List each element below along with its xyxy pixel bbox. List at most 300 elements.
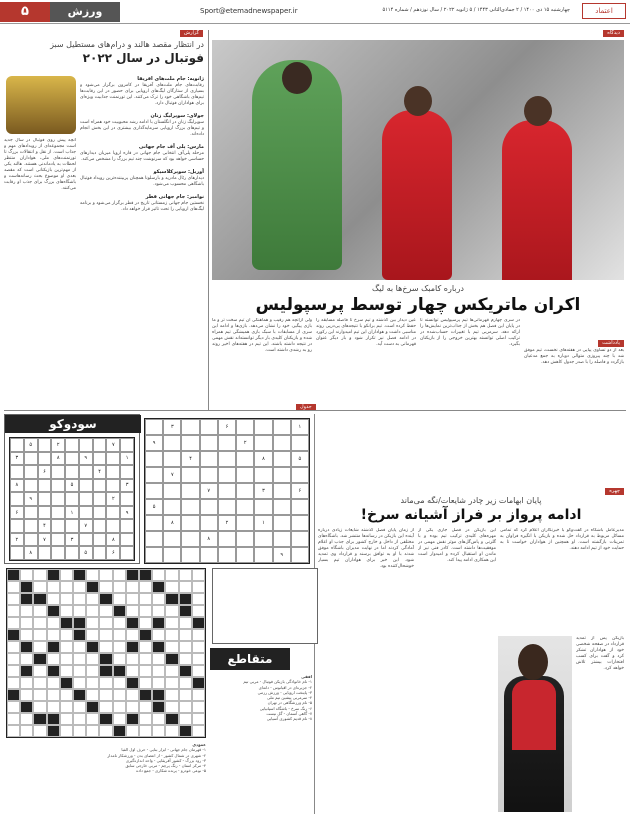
sudoku-cell[interactable]	[145, 419, 163, 435]
crossword-cell[interactable]	[179, 713, 192, 725]
crossword-cell[interactable]	[152, 653, 165, 665]
sudoku-cell[interactable]	[218, 531, 236, 547]
sudoku-cell[interactable]	[38, 506, 52, 520]
sudoku-cell[interactable]	[273, 419, 291, 435]
crossword-cell[interactable]	[60, 689, 73, 701]
crossword-cell[interactable]	[179, 641, 192, 653]
sudoku-cell[interactable]	[200, 419, 218, 435]
sudoku-cell[interactable]	[273, 467, 291, 483]
sudoku-cell[interactable]	[236, 499, 254, 515]
sudoku-cell[interactable]	[273, 435, 291, 451]
sudoku-cell[interactable]: ۴	[38, 519, 52, 533]
crossword-cell[interactable]	[126, 653, 139, 665]
crossword-cell[interactable]	[126, 689, 139, 701]
sudoku-cell[interactable]: ۶	[10, 506, 24, 520]
sudoku-cell[interactable]	[236, 467, 254, 483]
crossword-cell[interactable]	[7, 581, 20, 593]
section-email[interactable]: Sport@etemadnewspaper.ir	[200, 7, 298, 15]
crossword-cell[interactable]	[73, 677, 86, 689]
sudoku-cell[interactable]: ۱	[291, 419, 309, 435]
crossword-cell[interactable]	[192, 629, 205, 641]
crossword-cell[interactable]	[165, 569, 178, 581]
sudoku-cell[interactable]	[181, 419, 199, 435]
sudoku-cell[interactable]: ۷	[163, 467, 181, 483]
sudoku-cell[interactable]	[163, 435, 181, 451]
crossword-cell[interactable]	[33, 581, 46, 593]
crossword-cell[interactable]	[179, 689, 192, 701]
sudoku-cell[interactable]: ۳	[163, 419, 181, 435]
crossword-cell[interactable]	[179, 569, 192, 581]
sudoku-cell[interactable]: ۲	[236, 435, 254, 451]
crossword-cell[interactable]	[20, 725, 33, 737]
crossword-cell[interactable]	[139, 701, 152, 713]
crossword-cell[interactable]	[113, 629, 126, 641]
crossword-cell[interactable]	[33, 701, 46, 713]
crossword-cell[interactable]	[113, 641, 126, 653]
sudoku-cell[interactable]	[79, 479, 93, 493]
crossword-cell[interactable]	[113, 653, 126, 665]
crossword-cell[interactable]	[192, 593, 205, 605]
crossword-cell[interactable]	[152, 713, 165, 725]
sudoku-cell[interactable]	[93, 438, 107, 452]
crossword-cell[interactable]	[192, 713, 205, 725]
sudoku-cell[interactable]	[236, 419, 254, 435]
sudoku-cell[interactable]	[200, 435, 218, 451]
sudoku-cell[interactable]	[200, 547, 218, 563]
crossword-cell[interactable]	[165, 689, 178, 701]
sudoku-cell[interactable]	[93, 492, 107, 506]
crossword-cell[interactable]	[192, 665, 205, 677]
sudoku-cell[interactable]: ۵	[65, 479, 79, 493]
sudoku-cell[interactable]	[163, 483, 181, 499]
sudoku-cell[interactable]	[200, 499, 218, 515]
sudoku-cell[interactable]	[200, 515, 218, 531]
crossword-cell[interactable]	[60, 593, 73, 605]
sudoku-cell[interactable]: ۷	[38, 533, 52, 547]
crossword-cell[interactable]	[47, 617, 60, 629]
crossword-cell[interactable]	[126, 605, 139, 617]
crossword-cell[interactable]	[73, 641, 86, 653]
crossword-cell[interactable]	[179, 653, 192, 665]
crossword-cell[interactable]	[113, 617, 126, 629]
sudoku-cell[interactable]	[79, 506, 93, 520]
sudoku-cell[interactable]: ۹	[120, 506, 134, 520]
sudoku-cell[interactable]: ۸	[24, 546, 38, 560]
sudoku-cell[interactable]	[218, 451, 236, 467]
sudoku-cell[interactable]	[93, 519, 107, 533]
sudoku-cell[interactable]: ۹	[145, 435, 163, 451]
crossword-cell[interactable]	[73, 725, 86, 737]
crossword-cell[interactable]	[73, 653, 86, 665]
sudoku-cell[interactable]: ۸	[51, 452, 65, 466]
sudoku-cell[interactable]	[120, 533, 134, 547]
sudoku-cell[interactable]	[24, 452, 38, 466]
sudoku-cell[interactable]: ۷	[200, 483, 218, 499]
crossword-cell[interactable]	[192, 653, 205, 665]
crossword-cell[interactable]	[113, 701, 126, 713]
sudoku-cell[interactable]	[120, 546, 134, 560]
crossword-cell[interactable]	[126, 665, 139, 677]
sudoku-cell[interactable]	[163, 451, 181, 467]
sudoku-cell[interactable]	[291, 515, 309, 531]
crossword-cell[interactable]	[165, 629, 178, 641]
sudoku-cell[interactable]	[93, 546, 107, 560]
sudoku-cell[interactable]	[51, 533, 65, 547]
crossword-cell[interactable]	[20, 677, 33, 689]
sudoku-cell[interactable]	[38, 492, 52, 506]
sudoku-cell[interactable]	[106, 465, 120, 479]
crossword-cell[interactable]	[7, 713, 20, 725]
crossword-cell[interactable]	[33, 677, 46, 689]
crossword-cell[interactable]	[99, 701, 112, 713]
crossword-cell[interactable]	[73, 593, 86, 605]
crossword-cell[interactable]	[33, 689, 46, 701]
crossword-cell[interactable]	[139, 581, 152, 593]
sudoku-cell[interactable]	[79, 465, 93, 479]
sudoku-cell[interactable]	[181, 547, 199, 563]
crossword-cell[interactable]	[86, 725, 99, 737]
crossword-cell[interactable]	[192, 701, 205, 713]
sudoku-cell[interactable]	[218, 467, 236, 483]
sudoku-cell[interactable]	[163, 531, 181, 547]
crossword-cell[interactable]	[179, 581, 192, 593]
sudoku-cell[interactable]	[291, 499, 309, 515]
crossword-cell[interactable]	[20, 605, 33, 617]
crossword-cell[interactable]	[139, 617, 152, 629]
crossword-cell[interactable]	[7, 677, 20, 689]
sudoku-cell[interactable]: ۱	[120, 452, 134, 466]
crossword-cell[interactable]	[165, 605, 178, 617]
crossword-cell[interactable]	[47, 581, 60, 593]
sudoku-cell[interactable]: ۸	[254, 451, 272, 467]
sidebar-title[interactable]: فوتبال در سال ۲۰۲۲	[82, 51, 204, 65]
sudoku-cell[interactable]: ۷	[79, 519, 93, 533]
crossword-cell[interactable]	[7, 605, 20, 617]
sudoku-cell[interactable]	[145, 515, 163, 531]
sudoku-cell[interactable]	[106, 479, 120, 493]
sudoku-cell[interactable]: ۲	[10, 533, 24, 547]
sudoku-cell[interactable]	[273, 499, 291, 515]
sudoku-cell[interactable]	[236, 483, 254, 499]
crossword-cell[interactable]	[73, 581, 86, 593]
crossword-cell[interactable]	[73, 665, 86, 677]
sudoku-cell[interactable]	[236, 531, 254, 547]
sudoku-cell[interactable]: ۲	[218, 515, 236, 531]
sudoku-cell[interactable]: ۸	[200, 531, 218, 547]
sudoku-cell[interactable]	[24, 465, 38, 479]
crossword-cell[interactable]	[139, 593, 152, 605]
crossword-cell[interactable]	[86, 713, 99, 725]
sudoku-cell[interactable]	[200, 467, 218, 483]
sudoku-cell[interactable]	[254, 419, 272, 435]
sudoku-cell[interactable]: ۵	[24, 438, 38, 452]
sudoku-cell[interactable]	[145, 467, 163, 483]
sudoku-cell[interactable]: ۳	[254, 483, 272, 499]
crossword-cell[interactable]	[33, 665, 46, 677]
crossword-cell[interactable]	[139, 641, 152, 653]
sudoku-cell[interactable]	[236, 451, 254, 467]
sudoku-cell[interactable]: ۸	[106, 533, 120, 547]
crossword-cell[interactable]	[86, 617, 99, 629]
sudoku-cell[interactable]	[291, 467, 309, 483]
crossword-cell[interactable]	[60, 569, 73, 581]
crossword-cell[interactable]	[60, 725, 73, 737]
second-title[interactable]: ادامه پرواز بر فراز آشیانه سرخ!	[360, 507, 582, 523]
crossword-cell[interactable]	[179, 677, 192, 689]
sudoku-cell[interactable]	[51, 546, 65, 560]
crossword-cell[interactable]	[60, 605, 73, 617]
crossword-cell[interactable]	[192, 641, 205, 653]
crossword-cell[interactable]	[99, 617, 112, 629]
crossword-cell[interactable]	[192, 725, 205, 737]
sudoku-cell[interactable]	[120, 519, 134, 533]
crossword-cell[interactable]	[99, 629, 112, 641]
sudoku-cell[interactable]	[51, 506, 65, 520]
crossword-cell[interactable]	[126, 581, 139, 593]
sudoku-cell[interactable]	[145, 531, 163, 547]
sudoku-cell[interactable]	[106, 519, 120, 533]
sudoku-cell[interactable]	[145, 483, 163, 499]
sudoku-cell[interactable]	[93, 506, 107, 520]
crossword-cell[interactable]	[126, 629, 139, 641]
sudoku-cell[interactable]	[218, 499, 236, 515]
crossword-cell[interactable]	[139, 713, 152, 725]
crossword-cell[interactable]	[165, 641, 178, 653]
sudoku-cell[interactable]	[181, 467, 199, 483]
crossword-cell[interactable]	[60, 629, 73, 641]
sudoku-cell[interactable]	[65, 546, 79, 560]
crossword-cell[interactable]	[99, 569, 112, 581]
crossword-cell[interactable]	[7, 617, 20, 629]
sudoku-cell[interactable]	[24, 506, 38, 520]
crossword-cell[interactable]	[165, 701, 178, 713]
crossword-cell[interactable]	[86, 689, 99, 701]
crossword-cell[interactable]	[20, 629, 33, 641]
crossword-cell[interactable]	[152, 605, 165, 617]
crossword-cell[interactable]	[139, 725, 152, 737]
crossword-cell[interactable]	[152, 665, 165, 677]
sudoku-cell[interactable]	[65, 465, 79, 479]
sudoku-cell[interactable]	[93, 533, 107, 547]
crossword-cell[interactable]	[86, 665, 99, 677]
crossword-cell[interactable]	[99, 605, 112, 617]
crossword-cell[interactable]	[7, 653, 20, 665]
crossword-cell[interactable]	[152, 569, 165, 581]
sudoku-cell[interactable]	[291, 435, 309, 451]
crossword-cell[interactable]	[165, 677, 178, 689]
crossword-cell[interactable]	[7, 701, 20, 713]
crossword-cell[interactable]	[113, 689, 126, 701]
crossword-cell[interactable]	[179, 617, 192, 629]
sudoku-cell[interactable]	[38, 438, 52, 452]
sudoku-cell[interactable]: ۷	[106, 438, 120, 452]
sudoku-cell[interactable]	[145, 547, 163, 563]
crossword-cell[interactable]	[33, 641, 46, 653]
sudoku-cell[interactable]	[236, 547, 254, 563]
crossword-cell[interactable]	[152, 629, 165, 641]
main-title[interactable]: اکران ماتریکس چهار توسط پرسپولیس	[255, 295, 581, 315]
crossword-cell[interactable]	[60, 581, 73, 593]
crossword-cell[interactable]	[99, 725, 112, 737]
crossword-cell[interactable]	[47, 629, 60, 641]
sudoku-cell[interactable]	[38, 479, 52, 493]
crossword-cell[interactable]	[165, 617, 178, 629]
crossword-cell[interactable]	[7, 725, 20, 737]
crossword-cell[interactable]	[20, 569, 33, 581]
crossword-cell[interactable]	[99, 581, 112, 593]
crossword-cell[interactable]	[47, 677, 60, 689]
crossword-cell[interactable]	[33, 569, 46, 581]
sudoku-cell[interactable]	[181, 515, 199, 531]
crossword-cell[interactable]	[179, 629, 192, 641]
sudoku-cell[interactable]	[273, 531, 291, 547]
sudoku-cell[interactable]	[10, 465, 24, 479]
crossword-cell[interactable]	[139, 677, 152, 689]
crossword-cell[interactable]	[60, 641, 73, 653]
crossword-cell[interactable]	[165, 725, 178, 737]
sudoku-cell[interactable]: ۹	[79, 452, 93, 466]
sudoku-cell[interactable]	[181, 435, 199, 451]
crossword-cell[interactable]	[113, 569, 126, 581]
crossword-cell[interactable]	[113, 713, 126, 725]
crossword-cell[interactable]	[86, 593, 99, 605]
crossword-cell[interactable]	[113, 677, 126, 689]
sudoku-cell[interactable]	[120, 465, 134, 479]
sudoku-cell[interactable]	[254, 547, 272, 563]
sudoku-cell[interactable]	[51, 519, 65, 533]
crossword-cell[interactable]	[60, 713, 73, 725]
sudoku-cell[interactable]: ۳	[120, 479, 134, 493]
sudoku-cell[interactable]	[254, 531, 272, 547]
sudoku-cell[interactable]	[38, 452, 52, 466]
sudoku-cell[interactable]	[273, 451, 291, 467]
sudoku-cell[interactable]	[79, 438, 93, 452]
sudoku-cell[interactable]	[93, 479, 107, 493]
crossword-cell[interactable]	[139, 653, 152, 665]
sudoku-cell[interactable]	[24, 533, 38, 547]
crossword-cell[interactable]	[20, 689, 33, 701]
crossword-cell[interactable]	[113, 593, 126, 605]
sudoku-cell[interactable]	[181, 531, 199, 547]
crossword-cell[interactable]	[60, 665, 73, 677]
crossword-cell[interactable]	[20, 617, 33, 629]
crossword-cell[interactable]	[7, 665, 20, 677]
sudoku-cell[interactable]	[163, 547, 181, 563]
sudoku-cell[interactable]: ۵	[145, 499, 163, 515]
sudoku-cell[interactable]	[65, 438, 79, 452]
sudoku-cell[interactable]	[24, 519, 38, 533]
crossword-cell[interactable]	[47, 689, 60, 701]
sudoku-cell[interactable]	[79, 492, 93, 506]
crossword-cell[interactable]	[152, 725, 165, 737]
sudoku-cell[interactable]: ۲	[106, 492, 120, 506]
crossword-cell[interactable]	[126, 725, 139, 737]
crossword-cell[interactable]	[86, 605, 99, 617]
crossword-cell[interactable]	[192, 605, 205, 617]
crossword-cell[interactable]	[165, 581, 178, 593]
sudoku-cell[interactable]	[10, 492, 24, 506]
crossword-cell[interactable]	[99, 677, 112, 689]
sudoku-cell[interactable]	[79, 533, 93, 547]
crossword-cell[interactable]	[47, 701, 60, 713]
sudoku-cell[interactable]	[65, 492, 79, 506]
crossword-cell[interactable]	[7, 593, 20, 605]
crossword-cell[interactable]	[126, 701, 139, 713]
crossword-cell[interactable]	[192, 689, 205, 701]
sudoku-cell[interactable]	[93, 452, 107, 466]
crossword-cell[interactable]	[113, 581, 126, 593]
crossword-cell[interactable]	[179, 701, 192, 713]
crossword-cell[interactable]	[192, 581, 205, 593]
crossword-cell[interactable]	[33, 617, 46, 629]
crossword-cell[interactable]	[86, 677, 99, 689]
crossword-cell[interactable]	[33, 629, 46, 641]
sudoku-cell[interactable]	[254, 499, 272, 515]
crossword-cell[interactable]	[139, 665, 152, 677]
sudoku-cell[interactable]: ۶	[106, 546, 120, 560]
sudoku-cell[interactable]: ۶	[218, 419, 236, 435]
sudoku-cell[interactable]	[181, 499, 199, 515]
sudoku-cell[interactable]	[51, 465, 65, 479]
sudoku-cell[interactable]	[163, 499, 181, 515]
sudoku-cell[interactable]	[273, 515, 291, 531]
sudoku-cell[interactable]: ۱	[254, 515, 272, 531]
crossword-cell[interactable]	[33, 605, 46, 617]
sudoku-cell[interactable]	[181, 483, 199, 499]
sudoku-cell[interactable]: ۱	[65, 506, 79, 520]
crossword-cell[interactable]	[47, 653, 60, 665]
sudoku-cell[interactable]: ۳	[65, 533, 79, 547]
sudoku-cell[interactable]	[10, 519, 24, 533]
sudoku-cell[interactable]	[273, 483, 291, 499]
sudoku-cell[interactable]: ۸	[163, 515, 181, 531]
crossword-cell[interactable]	[86, 569, 99, 581]
sudoku-cell[interactable]	[218, 483, 236, 499]
sudoku-cell[interactable]	[10, 438, 24, 452]
crossword-cell[interactable]	[73, 701, 86, 713]
sudoku-cell[interactable]	[254, 435, 272, 451]
sudoku-cell[interactable]	[51, 479, 65, 493]
sudoku-cell[interactable]	[65, 452, 79, 466]
sudoku-cell[interactable]	[38, 546, 52, 560]
sudoku-cell[interactable]	[24, 479, 38, 493]
sudoku-cell[interactable]	[218, 547, 236, 563]
sudoku-cell[interactable]	[10, 546, 24, 560]
sudoku-cell[interactable]	[106, 506, 120, 520]
sudoku-cell[interactable]: ۳	[10, 452, 24, 466]
crossword-cell[interactable]	[47, 593, 60, 605]
crossword-cell[interactable]	[99, 641, 112, 653]
crossword-cell[interactable]	[86, 629, 99, 641]
sudoku-cell[interactable]: ۶	[38, 465, 52, 479]
crossword-grid[interactable]	[6, 568, 206, 738]
crossword-cell[interactable]	[139, 605, 152, 617]
crossword-cell[interactable]	[99, 689, 112, 701]
sudoku-cell[interactable]: ۴	[93, 465, 107, 479]
crossword-cell[interactable]	[73, 605, 86, 617]
sudoku-cell[interactable]	[254, 467, 272, 483]
sudoku-cell[interactable]: ۲	[51, 438, 65, 452]
crossword-cell[interactable]	[86, 653, 99, 665]
sudoku-cell[interactable]	[291, 531, 309, 547]
crossword-cell[interactable]	[7, 641, 20, 653]
sudoku-cell[interactable]	[291, 547, 309, 563]
sudoku-grid-1[interactable]	[9, 437, 135, 561]
crossword-cell[interactable]	[152, 593, 165, 605]
crossword-cell[interactable]	[165, 665, 178, 677]
crossword-cell[interactable]	[192, 569, 205, 581]
crossword-cell[interactable]	[126, 593, 139, 605]
